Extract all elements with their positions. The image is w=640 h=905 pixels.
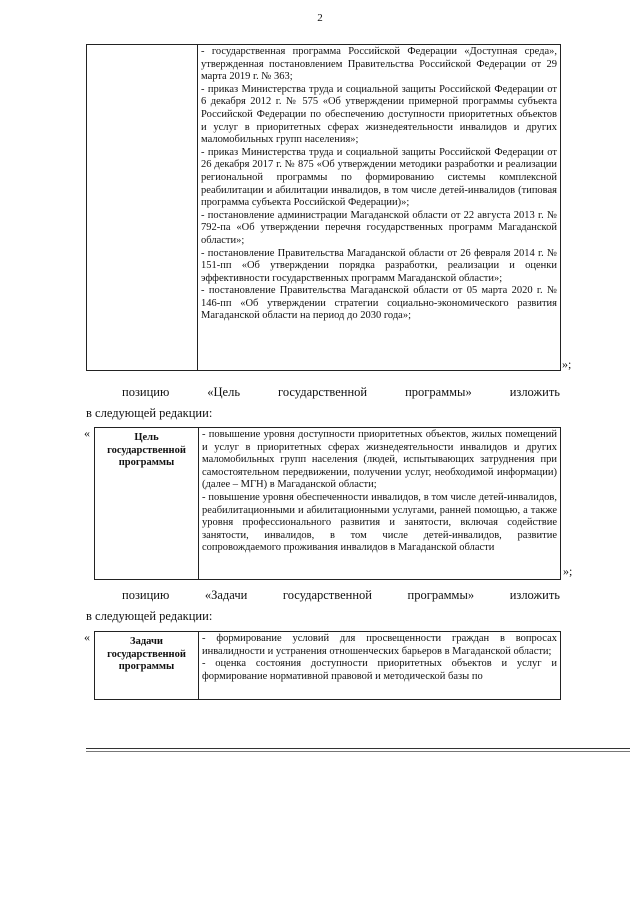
tasks-table bbox=[94, 631, 561, 700]
list-item: - государственная программа Российской Федерации «Доступная среда», утвержденная постановлением Правительства Российской Федерации от 29 марта 2019 г. № 363; bbox=[201, 46, 557, 83]
goal-table bbox=[94, 427, 561, 580]
word: «Задачи bbox=[204, 588, 248, 602]
list-item: - формирование условий для просвещенности граждан в вопросах инвалидности и устранения отношенческих барьеров в Магаданской области; bbox=[202, 633, 557, 657]
list-item: - постановление администрации Магаданской области от 22 августа 2013 г. № 792-па «Об утверждении перечня государственных программ Магаданской области»; bbox=[201, 209, 557, 246]
word: государственной bbox=[282, 588, 372, 602]
list-item: - оценка состояния доступности приоритетных объектов и услуг и формирование нормативной правовой и методической базы по bbox=[202, 658, 557, 682]
goal-label: Цель государственной программы bbox=[95, 428, 199, 580]
paragraph-line bbox=[122, 588, 560, 603]
word: изложить bbox=[509, 385, 560, 399]
word: программы» bbox=[407, 588, 475, 602]
table-label-cell bbox=[87, 45, 198, 371]
table-content-cell bbox=[198, 45, 561, 371]
tasks-content-cell bbox=[199, 632, 561, 700]
page-number: 2 bbox=[317, 12, 323, 24]
word: позицию bbox=[122, 588, 170, 602]
list-item: - приказ Министерства труда и социальной защиты Российской Федерации от 26 декабря 2017 г. № 875 «Об утверждении методики разработки и реализации региональной программы по формированию системы комплексной реабилитации и абилитации инвалидов, в том числе детей-инвалидов (типовая программа субъекта Российской Федерации)»; bbox=[201, 146, 557, 209]
list-item: - приказ Министерства труда и социальной защиты Российской Федерации от 6 декабря 2012 г. № 575 «Об утверждении примерной программы субъекта Российской Федерации по обеспечению доступности приоритетных объектов и услуг в приоритетных сферах жизнедеятельности инвалидов и других маломобильных групп населения»; bbox=[201, 83, 557, 146]
word: государственной bbox=[278, 385, 368, 399]
goal-content-cell bbox=[199, 428, 561, 580]
word: программы» bbox=[405, 385, 472, 399]
word: позицию bbox=[122, 385, 170, 399]
paragraph-line: в следующей редакции: bbox=[86, 609, 213, 623]
list-item: - постановление Правительства Магаданской области от 05 марта 2020 г. № 146-пп «Об утверждении стратегии социально-экономического развития Магаданской области на период до 2030 года»; bbox=[201, 285, 557, 322]
footer-rule bbox=[86, 748, 630, 749]
list-item: - повышение уровня доступности приоритетных объектов, жилых помещений и услуг в приоритетных сферах жизнедеятельности инвалидов и других маломобильных групп населения (людей, испытывающих затруднения при самостоятельном передвижении, получении услуг, необходимой информации) (далее – МГН) в Магаданской области; bbox=[202, 429, 557, 491]
word: «Цель bbox=[207, 385, 241, 399]
list-item: - постановление Правительства Магаданской области от 26 февраля 2014 г. № 151-пп «Об утверждении порядка разработки, реализации и оценки эффективности государственных программ Магаданской области»; bbox=[201, 247, 557, 284]
closing-quote: »; bbox=[563, 564, 573, 578]
paragraph-line: в следующей редакции: bbox=[86, 406, 213, 420]
list-item: - повышение уровня обеспеченности инвалидов, в том числе детей-инвалидов, реабилитационными и абилитационными услугами, ранней помощью, а также уровня профессионального развития и занятости, включая содействие занятости, инвалидов, в том числе детей-инвалидов, развитие сопровождаемого проживания инвалидов в Магаданской области bbox=[202, 491, 557, 554]
footer-rule bbox=[86, 751, 630, 752]
legal-basis-table bbox=[86, 44, 561, 371]
tasks-label: Задачи государственной программы bbox=[95, 632, 199, 700]
paragraph-line bbox=[122, 385, 560, 400]
closing-quote: »; bbox=[562, 357, 572, 371]
opening-quote: « bbox=[84, 630, 90, 644]
word: изложить bbox=[509, 588, 560, 602]
opening-quote: « bbox=[84, 426, 90, 440]
